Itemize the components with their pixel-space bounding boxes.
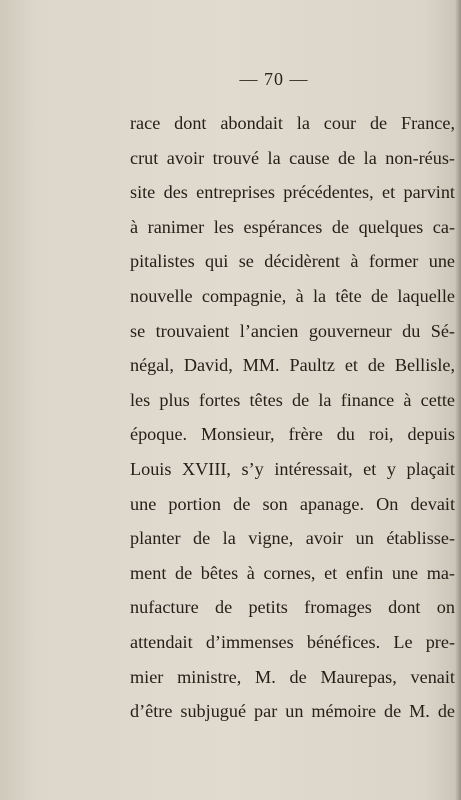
text-line: attendait d’immenses bénéfices. Le pre- (130, 631, 455, 652)
text-line: les plus fortes têtes de la finance à cette (130, 389, 455, 410)
text-line: nufacture de petits fromages dont on (130, 597, 455, 618)
body-text (130, 106, 455, 729)
text-line: époque. Monsieur, frère du roi, depuis (130, 424, 455, 445)
text-line: site des entreprises précédentes, et parvint (130, 182, 455, 203)
page-number: — 70 — (239, 69, 309, 89)
text-line: planter de la vigne, avoir un établisse- (130, 528, 455, 549)
text-line: négal, David, MM. Paultz et de Bellisle, (130, 355, 455, 376)
text-line: race dont abondait la cour de France, (130, 113, 455, 133)
text-line: Louis XVIII, s’y intéressait, et y plaçait (130, 458, 455, 479)
page-edge-shadow (455, 0, 461, 800)
text-line: pitalistes qui se décidèrent à former une (130, 251, 455, 272)
text-line: crut avoir trouvé la cause de la non-réus- (130, 147, 455, 168)
text-line: à ranimer les espérances de quelques ca- (130, 216, 455, 237)
text-line: nouvelle compagnie, à la tête de laquelle (130, 285, 455, 306)
text-line: ment de bêtes à cornes, et enfin une ma- (130, 562, 455, 583)
text-line: se trouvaient l’ancien gouverneur du Sé- (130, 320, 455, 341)
text-line: d’être subjugué par un mémoire de M. de (130, 701, 455, 722)
text-line: une portion de son apanage. On devait (130, 493, 455, 514)
text-line: mier ministre, M. de Maurepas, venait (130, 666, 455, 687)
